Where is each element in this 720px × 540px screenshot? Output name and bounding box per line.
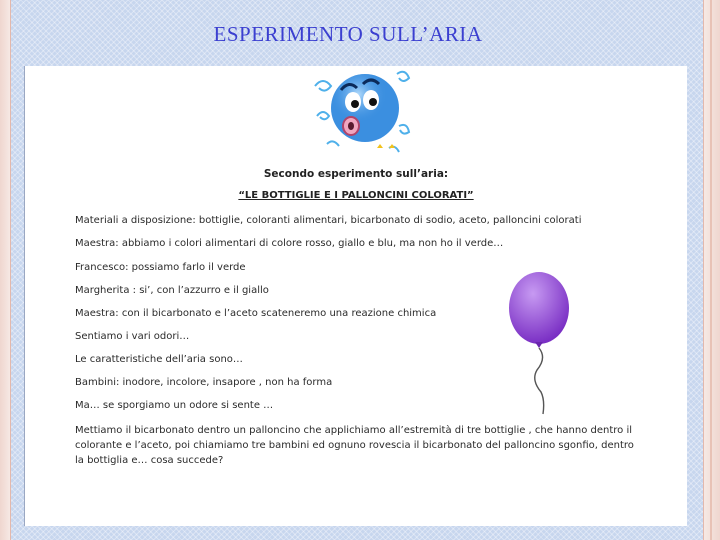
experiment-heading: Secondo esperimento sull’aria: [263, 168, 449, 180]
text-line: Bambini: inodore, incolore, insapore , non ha forma [75, 377, 333, 388]
left-border [0, 0, 11, 540]
text-line: Maestra: con il bicarbonato e l’aceto scateneremo una reazione chimica [75, 308, 437, 319]
smiley-icon [307, 56, 417, 160]
text-line: Sentiamo i vari odori… [75, 331, 190, 342]
balloon-icon [485, 270, 615, 418]
document-sheet [24, 66, 687, 526]
right-border [703, 0, 720, 540]
experiment-paragraph: Mettiamo il bicarbonato dentro un palloncino che applichiamo all’estremità di tre bottiglie , che hanno dentro il colorante e l’aceto, poi chiamiamo tre bambini ed ognuno rovescia il bicarbonato del palloncino sgonfio, dentro la bottiglia e… cosa succede? [75, 425, 634, 466]
text-line: Ma… se sporgiamo un odore si sente … [75, 400, 274, 411]
text-line: Materiali a disposizione: bottiglie, coloranti alimentari, bicarbonato di sodio, aceto, palloncini colorati [75, 215, 582, 226]
text-line: Maestra: abbiamo i colori alimentari di colore rosso, giallo e blu, ma non ho il verde… [75, 238, 504, 249]
text-line: Le caratteristiche dell’aria sono… [75, 354, 243, 365]
slide-title: ESPERIMENTO SULL’ARIA [213, 22, 483, 46]
experiment-subheading: “LE BOTTIGLIE E I PALLONCINI COLORATI” [238, 190, 474, 201]
text-line: Francesco: possiamo farlo il verde [75, 262, 246, 273]
text-line: Margherita : si’, con l’azzurro e il giallo [75, 285, 269, 296]
